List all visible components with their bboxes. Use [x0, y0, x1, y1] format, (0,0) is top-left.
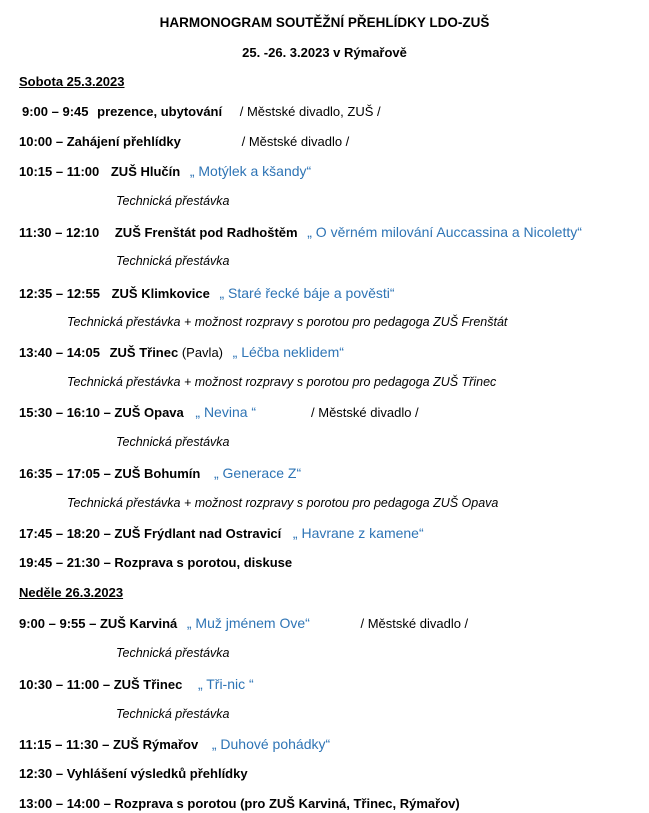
row-time: 10:30 – 11:00 – ZUŠ Třinec [19, 677, 183, 692]
row-play: „ Nevina “ [195, 404, 257, 420]
schedule-row [19, 163, 311, 180]
schedule-row [19, 404, 419, 421]
break-note: Technická přestávka + možnost rozpravy s porotou pro pedagoga ZUŠ Frenštát [67, 315, 508, 329]
row-play: „ Motýlek a kšandy“ [189, 163, 312, 179]
row-play: „ Generace Z“ [213, 465, 302, 481]
document-subtitle: 25. -26. 3.2023 v Rýmařově [242, 45, 407, 60]
break-note: Technická přestávka [116, 254, 230, 268]
row-time: 10:15 – 11:00 [19, 164, 100, 179]
row-play: „ O věrném milování Auccassina a Nicoletty“ [307, 224, 582, 240]
row-school: ZUŠ Frenštát pod Radhoštěm [114, 225, 298, 240]
document-title: HARMONOGRAM SOUTĚŽNÍ PŘEHLÍDKY LDO-ZUŠ [159, 15, 490, 30]
row-text: prezence, ubytování [97, 104, 223, 119]
schedule-row: 13:00 – 14:00 – Rozprava s porotou (pro ZUŠ Karviná, Třinec, Rýmařov) [19, 796, 460, 811]
schedule-row: 19:45 – 21:30 – Rozprava s porotou, diskuse [19, 555, 293, 570]
schedule-row [19, 134, 349, 150]
row-venue: / Městské divadlo / [311, 405, 419, 420]
break-note: Technická přestávka [116, 435, 230, 449]
row-school: ZUŠ Třinec [109, 345, 179, 360]
schedule-row [19, 285, 395, 302]
break-note: Technická přestávka [116, 646, 230, 660]
row-play: „ Tři-nic “ [197, 676, 254, 692]
break-note: Technická přestávka [116, 194, 230, 208]
break-note: Technická přestávka [116, 707, 230, 721]
row-school: ZUŠ Hlučín [110, 164, 181, 179]
row-time: 9:00 – 9:55 – ZUŠ Karviná [19, 616, 178, 631]
break-note: Technická přestávka + možnost rozpravy s porotou pro pedagoga ZUŠ Opava [67, 496, 499, 510]
schedule-row [19, 525, 424, 542]
row-time: 10:00 – Zahájení přehlídky [19, 134, 181, 149]
sunday-heading: Neděle 26.3.2023 [19, 585, 124, 600]
row-time: 9:00 – 9:45 [22, 104, 89, 119]
row-play: „ Havrane z kamene“ [292, 525, 424, 541]
row-time: 16:35 – 17:05 – ZUŠ Bohumín [19, 466, 201, 481]
row-note: (Pavla) [181, 345, 224, 360]
row-venue: / Městské divadlo, ZUŠ / [239, 104, 381, 119]
row-venue: / Městské divadlo / [360, 616, 469, 631]
row-time: 11:30 – 12:10 [19, 225, 100, 240]
row-play: „ Léčba neklidem“ [232, 344, 344, 360]
schedule-row [19, 615, 468, 632]
row-play: „ Staré řecké báje a pověsti“ [219, 285, 395, 301]
row-play: „ Muž jménem Ove“ [186, 615, 310, 631]
schedule-row [19, 224, 582, 241]
row-venue: / Městské divadlo / [241, 134, 350, 149]
schedule-row [19, 465, 301, 482]
row-time: 17:45 – 18:20 – ZUŠ Frýdlant nad Ostravicí [19, 526, 282, 541]
row-time: 12:35 – 12:55 [19, 286, 100, 301]
schedule-row: 12:30 – Vyhlášení výsledků přehlídky [19, 766, 248, 781]
row-school: ZUŠ Klimkovice [111, 286, 210, 301]
saturday-heading: Sobota 25.3.2023 [19, 74, 125, 89]
schedule-row [22, 104, 381, 120]
row-time: 13:40 – 14:05 [19, 345, 100, 360]
row-time: 11:15 – 11:30 – ZUŠ Rýmařov [19, 737, 199, 752]
row-play: „ Duhové pohádky“ [211, 736, 331, 752]
row-time: 15:30 – 16:10 – ZUŠ Opava [19, 405, 184, 420]
schedule-row [19, 736, 330, 753]
schedule-row [19, 676, 254, 693]
schedule-row [19, 344, 344, 361]
break-note: Technická přestávka + možnost rozpravy s porotou pro pedagoga ZUŠ Třinec [67, 375, 497, 389]
